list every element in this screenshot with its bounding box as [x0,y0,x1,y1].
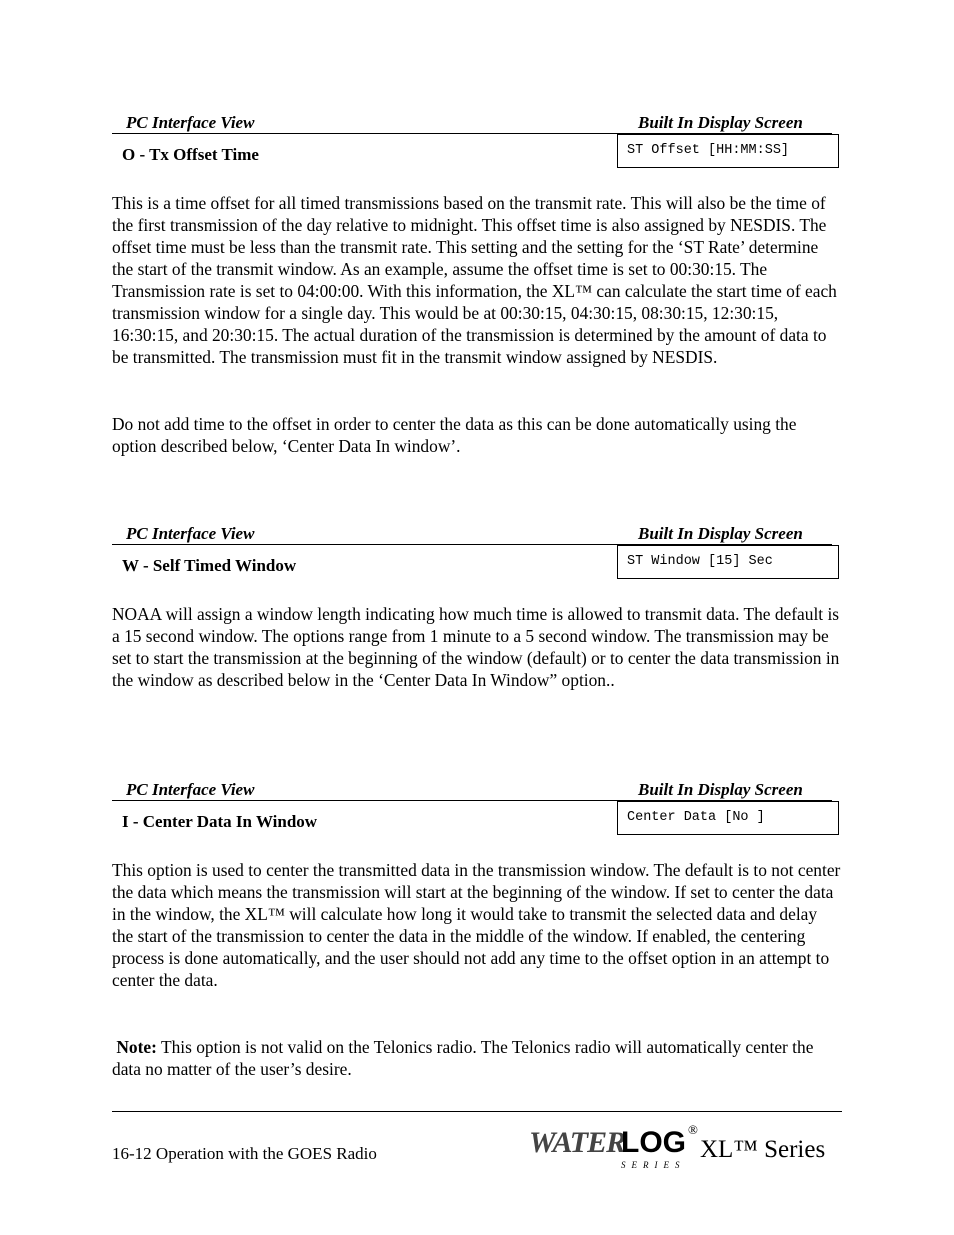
setting-name: O - Tx Offset Time [122,145,259,164]
lcd-display-screen: ST Window [15] Sec [617,545,839,579]
note-paragraph [112,1036,842,1080]
setting-name: W - Self Timed Window [122,556,297,575]
logo-log-text: LOG [621,1126,686,1159]
page-label: 16-12 Operation with the GOES Radio [112,1144,377,1163]
built-in-display-heading: Built In Display Screen [638,780,803,799]
pc-interface-view-heading: PC Interface View [126,113,255,132]
lcd-display-screen: Center Data [No ] [617,801,839,835]
logo-series-text: SERIES [621,1160,686,1170]
lcd-display-screen: ST Offset [HH:MM:SS] [617,134,839,168]
body-paragraph: This is a time offset for all timed transmissions based on the transmit rate. This will also be the time of the first transmission of the day relative to midnight. This offset time is also assigned by NESDIS. The offset time must be less than the transmit rate. This setting and the setting for the ‘ST Rate’ determine the start of the transmit window. As an example, assume the offset time is set to 00:30:15. The Transmission rate is set to 04:00:00. With this information, the XL™ can calculate the start time of each transmission window for a single day. This would be at 00:30:15, 04:30:15, 08:30:15, 12:30:15, 16:30:15, and 20:30:15. The actual duration of the transmission is determined by the amount of data to be transmitted. The transmission must fit in the transmit window assigned by NESDIS. [112,193,837,367]
note-label: Note: [116,1037,157,1057]
setting-name: I - Center Data In Window [122,812,318,831]
built-in-display-heading: Built In Display Screen [638,113,803,132]
body-paragraph: Do not add time to the offset in order to center the data as this can be done automatically using the option described below, ‘Center Data In window’. [112,414,797,456]
pc-interface-view-heading: PC Interface View [126,524,255,543]
series-title: XL™ Series [700,1136,826,1163]
body-paragraph: This option is used to center the transmitted data in the transmission window. The default is to not center the data which means the transmission will start at the beginning of the window. If set to center the data in the window, the XL™ will calculate how long it would take to transmit the selected data and delay the start of the transmission to center the data in the middle of the window. If enabled, the centering process is done automatically, and the user should not add any time to the offset option in an attempt to center the data. [112,860,841,990]
pc-interface-view-heading: PC Interface View [126,780,255,799]
body-paragraph: NOAA will assign a window length indicating how much time is allowed to transmit data. The default is a 15 second window. The options range from 1 minute to a 5 second window. The transmission may be set to start the transmission at the beginning of the window (default) or to center the data transmission in the window as described below in the ‘Center Data In Window” option.. [112,604,840,690]
registered-mark: ® [688,1122,698,1137]
built-in-display-heading: Built In Display Screen [638,524,803,543]
note-text: This option is not valid on the Telonics radio. The Telonics radio will automatically center the data no matter of the user’s desire. [112,1037,814,1079]
logo-water-text: WATER [529,1126,626,1159]
waterlog-logo [529,1124,701,1172]
footer-rule [112,1111,842,1112]
